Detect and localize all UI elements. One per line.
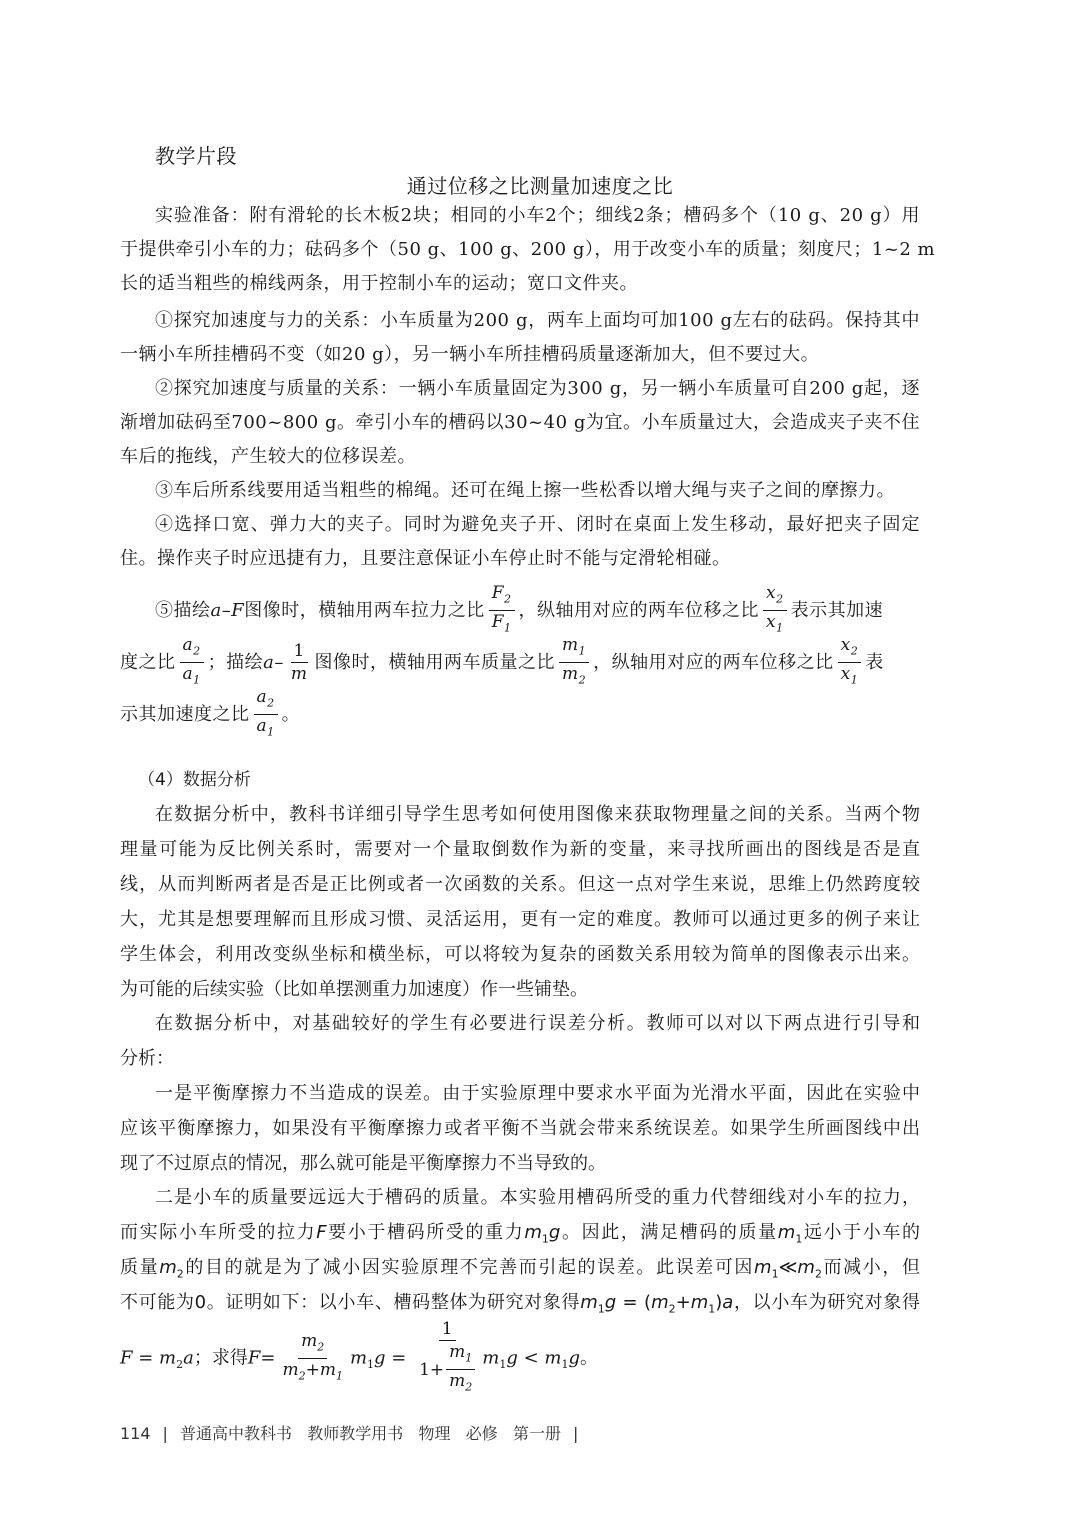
- text-line: ②探究加速度与质量的关系：一辆小车质量固定为300 g，另一辆小车质量可自200 g起，逐: [155, 378, 920, 399]
- text-line: 在数据分析中，教科书详细引导学生思考如何使用图像来获取物理量之间的关系。当两个物: [155, 804, 920, 825]
- text-line: ③车后所系线要用适当粗些的棉绳。还可在绳上擦一些松香以增大绳与夹子之间的摩擦力。: [155, 480, 895, 501]
- text-line: 为可能的后续实验（比如单摆测重力加速度）作一些铺垫。: [120, 979, 588, 1000]
- text-line: 在数据分析中，对基础较好的学生有必要进行误差分析。教师可以对以下两点进行引导和: [155, 1013, 920, 1034]
- text-line: 于提供牵引小车的力；砝码多个（50 g、100 g、200 g），用于改变小车的质量；刻度尺；1~2 m: [120, 239, 936, 260]
- fraction-a2-a1: $\frac{a_2}{a_1}$: [180, 634, 204, 692]
- formula-line: ⑤描绘a–F图像时，横轴用两车拉力之比 $\frac{F_2}{F_1}$ ，纵轴用对应的两车位移之比 $\frac{x_2}{x_1}$ 表示其加速: [155, 582, 955, 640]
- fraction-1-m: $\frac{1}{m}$: [290, 641, 308, 685]
- fraction-complex: 1 1+ $\frac{m_1}{m_2}$: [416, 1318, 478, 1399]
- text-line: 学生体会，利用改变纵坐标和横坐标，可以将较为复杂的函数关系用较为简单的图像表示出来。: [120, 944, 920, 965]
- text-line: 线，从而判断两者是否是正比例或者一次函数的关系。但这一点对学生来说，思维上仍然跨度较: [120, 874, 920, 895]
- text-line: 应该平衡摩擦力，如果没有平衡摩擦力或者平衡不当就会带来系统误差。如果学生所画图线中出: [120, 1118, 920, 1139]
- text-line: 一是平衡摩擦力不当造成的误差。由于实验原理中要求水平面为光滑水平面，因此在实验中: [155, 1083, 920, 1104]
- section-heading: （4）数据分析: [138, 770, 251, 790]
- text-line: 车后的拖线，产生较大的位移误差。: [120, 446, 416, 467]
- formula-line: $F = m_2a$；求得F= $\frac{m_2}{m_2+m_1}$ $m_1g$ = 1 1+ $\frac{m_1}{m_2}$ $m_1g < m_1g$。: [120, 1318, 920, 1399]
- page-title: 通过位移之比测量加速度之比: [406, 174, 674, 198]
- text-line: 一辆小车所挂槽码不变（如20 g），另一辆小车所挂槽码质量逐渐加大，但不要过大。: [120, 344, 820, 365]
- page-footer: 114 | 普通高中教科书 教师教学用书 物理 必修 第一册 |: [120, 1424, 579, 1443]
- text-line: 大，尤其是想要理解而且形成习惯、灵活运用，更有一定的难度。教师可以通过更多的例子来让: [120, 909, 920, 930]
- text-line: 长的适当粗些的棉线两条，用于控制小车的运动；宽口文件夹。: [120, 273, 638, 294]
- fraction-a2-a1: $\frac{a_2}{a_1}$: [254, 686, 278, 744]
- text-line: 质量$m_2$的目的就是为了减小因实验原理不完善而引起的误差。此误差可因$m_1≪m_2$而减小，但: [120, 1257, 921, 1281]
- book-title: 普通高中教科书 教师教学用书 物理 必修 第一册: [179, 1424, 561, 1443]
- text-line: 分析：: [120, 1048, 174, 1069]
- formula-line: 度之比 $\frac{a_2}{a_1}$ ；描绘a– $\frac{1}{m}$ 图像时，横轴用两车质量之比 $\frac{m_1}{m_2}$ ，纵轴用对应的两车位移之比 $\frac{x_2}{x_1}$ 表: [120, 634, 920, 692]
- text-line: 实验准备：附有滑轮的长木板2块；相同的小车2个；细线2条；槽码多个（10 g、20 g）用: [155, 205, 920, 226]
- text-line: ④选择口宽、弹力大的夹子。同时为避免夹子开、闭时在桌面上发生移动，最好把夹子固定: [155, 514, 920, 535]
- page-number: 114: [120, 1424, 151, 1443]
- text-line: 住。操作夹子时应迅捷有力，且要注意保证小车停止时不能与定滑轮相碰。: [120, 548, 731, 569]
- fraction-x2-x1: $\frac{x_2}{x_1}$: [763, 582, 787, 640]
- text-line: ①探究加速度与力的关系：小车质量为200 g，两车上面均可加100 g左右的砝码。保持其中: [155, 310, 920, 331]
- fraction-m2-over-sum: $\frac{m_2}{m_2+m_1}$: [282, 1330, 343, 1383]
- formula-line: 示其加速度之比 $\frac{a_2}{a_1}$ 。: [120, 686, 920, 744]
- text-line: 二是小车的质量要远远大于槽码的质量。本实验用槽码所受的重力代替细线对小车的拉力，: [155, 1187, 920, 1208]
- fraction-x2-x1: $\frac{x_2}{x_1}$: [838, 634, 862, 692]
- text-line: 理量可能为反比例关系时，需要对一个量取倒数作为新的变量，来寻找所画出的图线是否是直: [120, 839, 920, 860]
- text-line: 而实际小车所受的拉力F要小于槽码所受的重力$m_1g$。因此，满足槽码的质量$m_1$远小于小车的: [120, 1222, 921, 1246]
- text-line: 不可能为0。证明如下：以小车、槽码整体为研究对象得$m_1g = (m_2+m_1)a$，以小车为研究对象得: [120, 1292, 921, 1316]
- fraction-m1-m2: $\frac{m_1}{m_2}$: [559, 634, 589, 692]
- text-line: 渐增加砝码至700~800 g。牵引小车的槽码以30~40 g为宜。小车质量过大，会造成夹子夹不住: [120, 412, 920, 433]
- section-label: 教学片段: [155, 144, 237, 168]
- fraction-f2-f1: $\frac{F_2}{F_1}$: [489, 582, 515, 640]
- text-line: 现了不过原点的情况，那么就可能是平衡摩擦力不当导致的。: [120, 1153, 606, 1174]
